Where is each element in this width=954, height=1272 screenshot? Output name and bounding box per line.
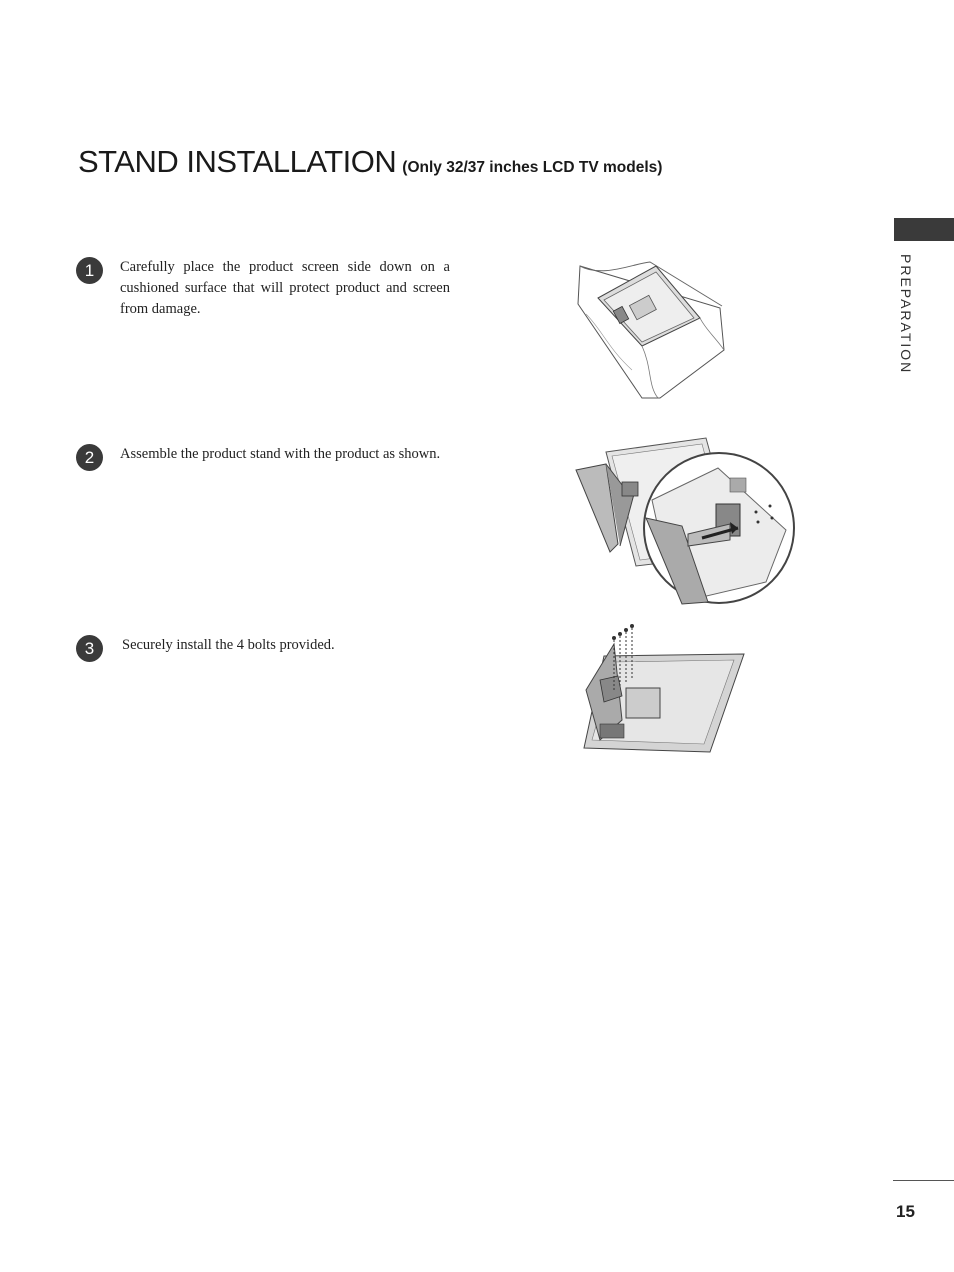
step-2-text: Assemble the product stand with the product as shown. xyxy=(120,446,441,462)
bolt-installation-illustration xyxy=(578,620,754,756)
page-title xyxy=(78,144,662,180)
step-3-number: 3 xyxy=(76,635,103,662)
step-1-text: Carefully place the product screen side down on a cushioned surface that will protect product and screen from damage. xyxy=(120,259,450,317)
section-tab-marker xyxy=(894,218,954,241)
section-tab-label: PREPARATION xyxy=(898,254,914,375)
step-3-text: Securely install the 4 bolts provided. xyxy=(122,637,335,653)
page-title-subtitle: (Only 32/37 inches LCD TV models) xyxy=(402,159,663,176)
step-1-number: 1 xyxy=(76,257,103,284)
footer-rule xyxy=(893,1180,954,1181)
page-number: 15 xyxy=(896,1202,915,1221)
stand-assembly-illustration xyxy=(570,434,798,606)
step-2-number: 2 xyxy=(76,444,103,471)
tv-on-cushion-illustration xyxy=(572,258,732,404)
page-title-main: STAND INSTALLATION xyxy=(78,144,397,179)
